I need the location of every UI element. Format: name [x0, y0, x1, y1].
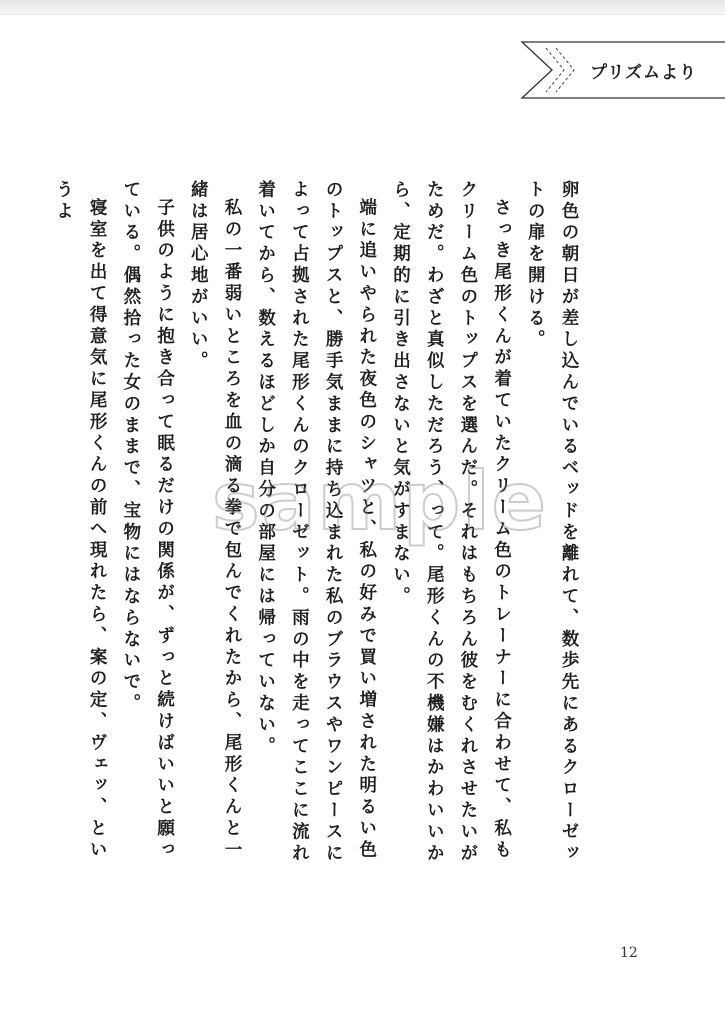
top-status-strip	[0, 0, 725, 15]
chapter-title: プリズムより	[590, 63, 697, 83]
paragraph: 寝室を出て得意気に尾形くんの前へ現れたら、案の定、ヴェッ、というよ	[53, 180, 108, 861]
chapter-header-tab	[518, 40, 725, 100]
page-number: 12	[620, 945, 638, 961]
paragraph: 子供のように抱き合って眠るだけの関係が、ずっと続けばいいと願っている。偶然拾った女のままで、宝物にはならないで。	[120, 180, 175, 861]
vertical-body-text	[46, 180, 585, 880]
paragraph: 卵色の朝日が差し込んでいるベッドを離れて、数歩先にあるクローゼットの扉を開ける。	[525, 180, 579, 865]
paragraph: 私の一番弱いところを血の滴る拳で包んでくれたから、尾形くんと一緒は居心地がいい。	[188, 180, 242, 861]
sample-watermark: sample	[212, 455, 548, 548]
paragraph: 端に追いやられた夜色のシャツと、私の好みで買い増された明るい色のトップスと、勝手気ままに持ち込まれた私のブラウスやワンピースによって占拠された尾形くんのクローゼット。雨の中を走ってここに流れ着いてから、数えるほどしか自分の部屋には帰っていない。	[255, 180, 377, 865]
paragraph: さっき尾形くんが着ていたクリーム色のトレーナーに合わせて、私もクリーム色のトップスを選んだ。それはもちろん彼をむくれさせたいがためだ。わざと真似しただろう、って。尾形くんの不機嫌はかわいいから、定期的に引き出さないと気がすまない。	[390, 180, 512, 865]
